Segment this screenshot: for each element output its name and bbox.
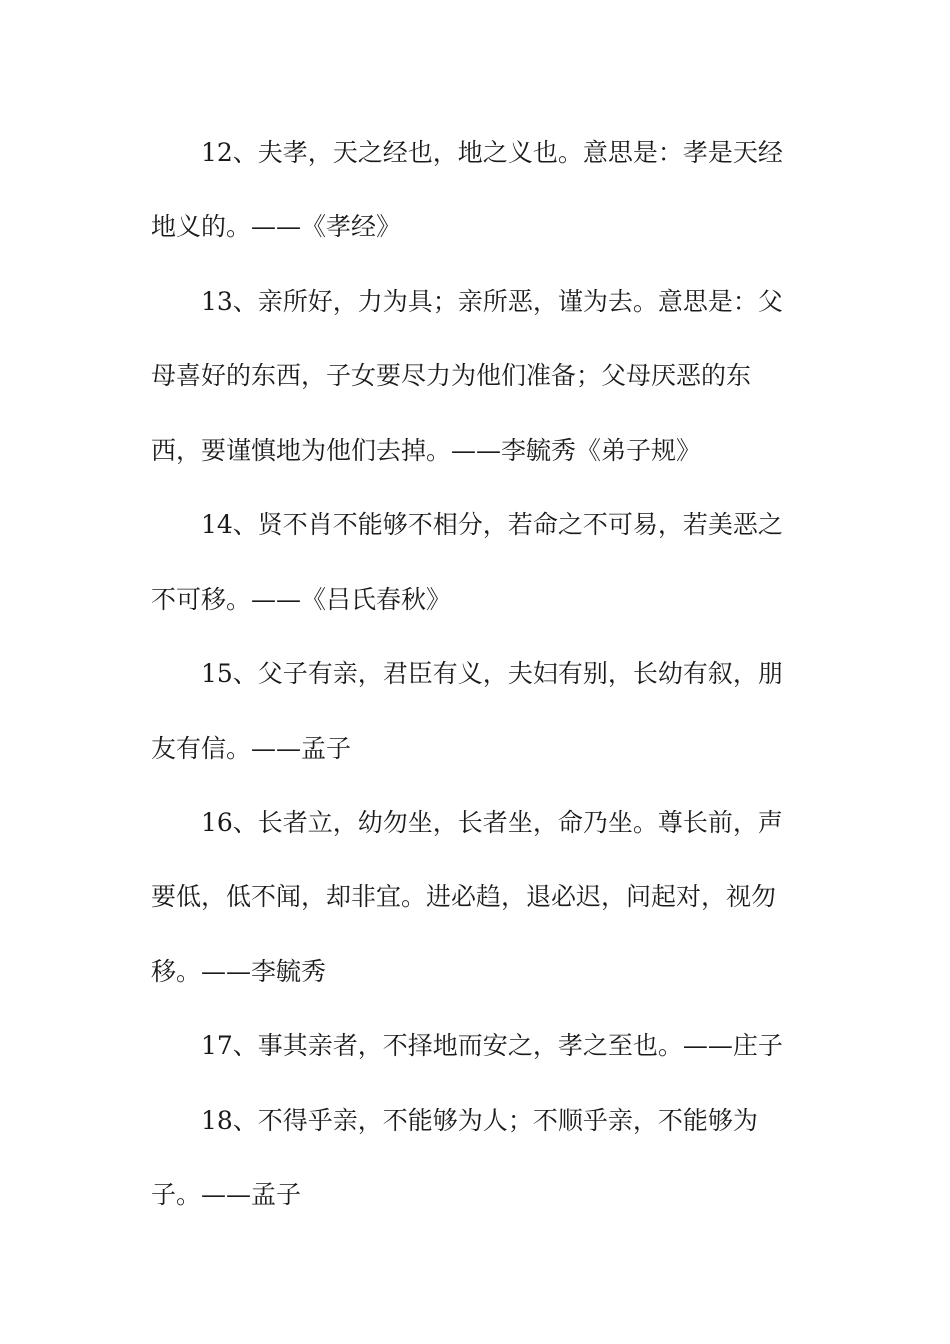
- quote-16-line-3: 移。——李毓秀: [151, 957, 327, 986]
- quote-15-line-1: 15、父子有亲，君臣有义，夫妇有别，长幼有叙，朋: [201, 659, 783, 688]
- quote-16-line-1: 16、长者立，幼勿坐，长者坐，命乃坐。尊长前，声: [201, 808, 783, 837]
- quote-12-line-1: 12、夫孝，天之经也，地之义也。意思是：孝是天经: [201, 138, 783, 167]
- quote-13-line-3: 西，要谨慎地为他们去掉。——李毓秀《弟子规》: [151, 436, 702, 465]
- quote-14-line-1: 14、贤不肖不能够不相分，若命之不可易，若美恶之: [201, 510, 783, 539]
- quote-16-line-2: 要低，低不闻，却非宜。进必趋，退必迟，问起对，视勿: [151, 882, 777, 911]
- quote-13-line-2: 母喜好的东西，子女要尽力为他们准备；父母厌恶的东: [151, 361, 752, 390]
- quote-18-line-2: 子。——孟子: [151, 1180, 302, 1209]
- quote-13-line-1: 13、亲所好，力为具；亲所恶，谨为去。意思是：父: [201, 287, 783, 316]
- quote-15-line-2: 友有信。——孟子: [151, 734, 352, 763]
- quote-18-line-1: 18、不得乎亲，不能够为人；不顺乎亲，不能够为: [201, 1106, 758, 1135]
- quote-12-line-2: 地义的。——《孝经》: [151, 212, 402, 241]
- quote-17-line-1: 17、事其亲者，不择地而安之，孝之至也。——庄子: [201, 1031, 783, 1060]
- quote-14-line-2: 不可移。——《吕氏春秋》: [151, 585, 452, 614]
